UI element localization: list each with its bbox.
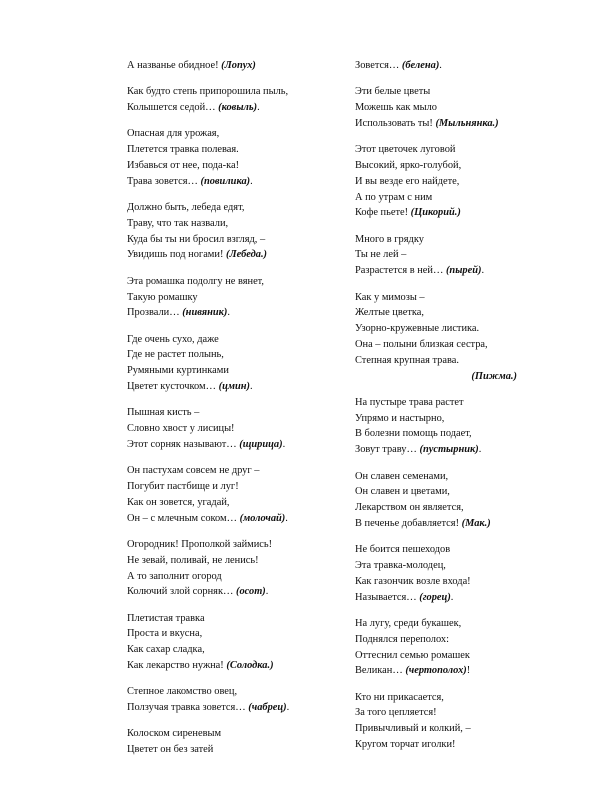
riddle-line	[127, 379, 337, 395]
riddle-line	[355, 395, 555, 411]
line-text: Поднялся переполох:	[355, 633, 450, 645]
riddle-line	[127, 216, 337, 232]
riddle-stanza	[355, 84, 555, 131]
riddle-line	[355, 369, 555, 385]
line-text: В болезни помощь подает,	[355, 428, 472, 440]
line-text: А названье обидное!	[127, 60, 222, 71]
riddle-line	[127, 642, 337, 658]
riddle-line	[355, 337, 555, 353]
line-text: Лекарством он является,	[355, 502, 464, 514]
riddle-line	[355, 263, 555, 279]
line-text: Он – с млечным соком…	[127, 512, 240, 524]
riddle-answer: (Лопух)	[221, 60, 256, 71]
riddle-line	[127, 290, 337, 306]
line-text: Как сахар сладка,	[127, 644, 205, 656]
riddle-line	[355, 484, 555, 500]
line-punctuation: .	[439, 60, 442, 71]
line-punctuation: .	[478, 444, 482, 456]
line-text: Кто ни прикасается,	[355, 691, 444, 703]
riddle-line	[127, 537, 337, 553]
riddle-line	[127, 200, 337, 216]
line-text: Где не растет полынь,	[127, 349, 224, 361]
line-text: Кругом торчат иголки!	[355, 738, 456, 750]
riddle-line	[355, 247, 555, 263]
line-punctuation: .	[250, 175, 253, 187]
riddle-stanza	[127, 200, 337, 263]
line-text: Трава зовется…	[127, 175, 201, 187]
riddle-line	[127, 511, 337, 527]
riddle-line	[355, 290, 555, 306]
line-text: Не боится пешеходов	[355, 544, 451, 556]
riddle-line	[127, 100, 337, 116]
line-text: Кофе пьете!	[355, 207, 411, 219]
line-text: Желтые цветка,	[355, 307, 424, 319]
riddle-line	[355, 616, 555, 632]
riddle-stanza	[127, 274, 337, 321]
riddle-line	[127, 405, 337, 421]
riddle-line	[127, 684, 337, 700]
riddle-line	[355, 353, 555, 369]
riddle-answer: (горец)	[419, 591, 451, 603]
line-text: На лугу, среди букашек,	[355, 617, 462, 629]
riddle-line	[355, 690, 555, 706]
line-text: Как у мимозы –	[355, 291, 425, 303]
line-text: Цветет он без затей	[127, 744, 214, 756]
riddle-stanza	[127, 58, 337, 74]
line-text: Степное лакомство овец,	[127, 686, 238, 698]
line-text: Использовать ты!	[355, 117, 436, 129]
line-text: Много в грядку	[355, 233, 424, 245]
riddle-line	[127, 247, 337, 263]
line-text: И вы везде его найдете,	[355, 175, 460, 187]
riddle-line	[127, 84, 337, 100]
line-punctuation: .	[282, 438, 286, 450]
line-text: Разрастется в ней…	[355, 265, 446, 277]
riddle-line	[355, 142, 555, 158]
riddle-answer: (пустырник)	[419, 444, 479, 456]
riddle-stanza	[355, 469, 555, 532]
riddle-line	[127, 742, 337, 758]
riddle-answer: (белена)	[401, 60, 440, 71]
line-text: Погубит пастбище и луг!	[127, 481, 239, 493]
riddle-line	[355, 205, 555, 221]
riddle-stanza	[127, 84, 337, 116]
riddle-stanza	[355, 142, 555, 221]
riddle-stanza	[127, 332, 337, 395]
riddle-stanza	[127, 684, 337, 716]
line-text: Ползучая травка зовется…	[127, 702, 249, 714]
riddle-answer: (щирица)	[239, 438, 283, 450]
riddle-line	[127, 174, 337, 190]
riddle-line	[127, 332, 337, 348]
riddle-answer: (Пижма.)	[471, 370, 517, 382]
line-text: Степная крупная трава.	[355, 354, 459, 366]
line-text: Огородник! Прополкой займись!	[127, 538, 273, 550]
line-text: Куда бы ты ни бросил взгляд, –	[127, 233, 266, 245]
riddle-line	[127, 658, 337, 674]
riddle-stanza	[355, 542, 555, 605]
riddle-answer: (Мыльнянка.)	[435, 117, 499, 129]
riddle-stanza	[127, 611, 337, 674]
riddle-line	[127, 463, 337, 479]
line-text: Можешь как мыло	[355, 102, 437, 114]
riddle-line	[127, 626, 337, 642]
riddle-stanza	[355, 58, 555, 74]
riddle-line	[355, 632, 555, 648]
line-text: Где очень сухо, даже	[127, 333, 219, 345]
right-column	[355, 58, 555, 763]
riddle-line	[127, 437, 337, 453]
line-text: Словно хвост у лисицы!	[127, 423, 235, 435]
riddle-line	[355, 590, 555, 606]
line-text: Плетется травка полевая.	[127, 144, 239, 156]
riddle-line	[355, 500, 555, 516]
line-punctuation: .	[227, 307, 230, 319]
line-text: Этот цветочек луговой	[355, 144, 456, 156]
riddle-line	[127, 479, 337, 495]
riddle-line	[355, 174, 555, 190]
line-text: Он славен семенами,	[355, 470, 449, 482]
line-punctuation: .	[286, 702, 290, 714]
riddle-stanza	[355, 616, 555, 679]
riddle-answer: (повилика)	[200, 175, 251, 187]
riddle-line	[127, 232, 337, 248]
riddle-answer: (пырей)	[445, 265, 482, 277]
riddle-stanza	[127, 726, 337, 758]
line-text: Она – полыни близкая сестра,	[355, 338, 488, 350]
riddle-stanza	[355, 690, 555, 753]
riddle-line	[127, 274, 337, 290]
line-punctuation: .	[481, 265, 485, 277]
line-text: Избавься от нее, пода-ка!	[127, 159, 240, 171]
line-text: Называется…	[355, 591, 420, 603]
riddle-answer: (цмин)	[218, 381, 250, 393]
riddle-line	[355, 516, 555, 532]
line-punctuation: !	[466, 665, 471, 677]
line-text: Эта ромашка подолгу не вянет,	[127, 275, 265, 287]
line-text: Пышная кисть –	[127, 407, 200, 419]
line-text: Колышется седой…	[127, 102, 219, 114]
riddle-line	[355, 663, 555, 679]
line-text: Привычливый и колкий, –	[355, 723, 471, 735]
riddle-line	[355, 442, 555, 458]
line-punctuation: .	[285, 512, 288, 524]
riddle-stanza	[127, 463, 337, 526]
riddle-line	[127, 126, 337, 142]
riddle-line	[127, 363, 337, 379]
riddle-answer: (чертополох)	[405, 665, 467, 677]
riddle-stanza	[127, 126, 337, 189]
riddle-answer: (молочай)	[239, 512, 286, 524]
left-column	[127, 58, 337, 768]
riddle-line	[127, 726, 337, 742]
line-text: Эта травка-молодец,	[355, 560, 446, 572]
line-text: Он пастухам совсем не друг –	[127, 465, 260, 477]
riddle-line	[127, 58, 337, 74]
riddle-line	[127, 305, 337, 321]
riddle-line	[355, 426, 555, 442]
riddle-line	[127, 569, 337, 585]
line-text: Цветет кусточком…	[127, 381, 219, 393]
riddle-answer: (Цикорий.)	[410, 207, 461, 219]
line-text: Плетистая травка	[127, 612, 205, 624]
line-text: Эти белые цветы	[355, 86, 431, 98]
riddle-answer: (Солодка.)	[226, 660, 274, 671]
line-punctuation: .	[450, 591, 454, 603]
riddle-line	[355, 321, 555, 337]
riddle-line	[355, 558, 555, 574]
line-punctuation: .	[257, 102, 260, 114]
riddle-line	[127, 158, 337, 174]
riddle-line	[355, 469, 555, 485]
line-text: Упрямо и настырно,	[355, 412, 445, 424]
riddle-line	[355, 737, 555, 753]
riddle-line	[127, 421, 337, 437]
riddle-answer: (Мак.)	[461, 517, 491, 529]
riddle-line	[355, 542, 555, 558]
line-text: Как газончик возле входа!	[355, 575, 471, 587]
riddle-line	[127, 347, 337, 363]
line-text: Как лекарство нужна!	[127, 660, 227, 671]
line-text: А по утрам с ним	[355, 191, 433, 203]
line-text: Колючий злой сорняк…	[127, 586, 236, 598]
line-text: Ты не лей –	[355, 249, 407, 261]
line-text: За того цепляется!	[355, 707, 437, 719]
riddle-answer: (нивяник)	[182, 307, 228, 319]
line-text: А то заполнит огород	[127, 570, 222, 582]
line-text: Великан…	[355, 665, 406, 677]
line-text: Должно быть, лебеда едят,	[127, 202, 245, 214]
line-text: Высокий, ярко-голубой,	[355, 159, 462, 171]
line-text: Этот сорняк называют…	[127, 438, 240, 450]
line-text: Увидишь под ногами!	[127, 249, 226, 261]
line-text: Траву, что так назвали,	[127, 217, 229, 229]
riddle-line	[127, 584, 337, 600]
riddle-line	[355, 721, 555, 737]
line-text: Узорно-кружевные листика.	[355, 323, 480, 335]
riddle-line	[355, 574, 555, 590]
riddle-stanza	[127, 537, 337, 600]
riddle-stanza	[355, 395, 555, 458]
riddle-line	[355, 190, 555, 206]
riddle-line	[127, 611, 337, 627]
line-text: Румяными куртинками	[127, 365, 229, 377]
line-text: Оттеснил семью ромашек	[355, 649, 470, 661]
riddle-answer: (ковыль)	[218, 102, 258, 114]
riddle-answer: (чабрец)	[248, 702, 287, 714]
riddle-line	[127, 495, 337, 511]
riddle-line	[355, 58, 555, 74]
riddle-line	[127, 700, 337, 716]
line-text: Прозвали…	[127, 307, 183, 319]
riddle-answer: (Лебеда.)	[226, 249, 268, 261]
riddle-line	[355, 116, 555, 132]
line-text: Проста и вкусна,	[127, 628, 203, 640]
line-text: На пустыре трава растет	[355, 396, 464, 408]
line-text: Зовется…	[355, 60, 402, 71]
riddle-line	[127, 553, 337, 569]
riddle-stanza	[127, 405, 337, 452]
riddle-line	[355, 411, 555, 427]
riddle-line	[127, 142, 337, 158]
riddle-stanza	[355, 290, 555, 385]
riddle-line	[355, 158, 555, 174]
line-text: Он славен и цветами,	[355, 486, 450, 498]
riddle-line	[355, 648, 555, 664]
line-punctuation: .	[265, 586, 269, 598]
line-text: Опасная для урожая,	[127, 128, 220, 140]
riddle-line	[355, 84, 555, 100]
line-text: Зовут траву…	[355, 444, 420, 456]
riddle-line	[355, 705, 555, 721]
riddle-line	[355, 100, 555, 116]
line-text: Такую ромашку	[127, 291, 198, 303]
riddle-line	[355, 305, 555, 321]
line-punctuation: .	[249, 381, 253, 393]
line-text: В печенье добавляется!	[355, 517, 462, 529]
riddle-answer: (осот)	[236, 586, 266, 598]
riddle-line	[355, 232, 555, 248]
line-text: Не зевай, поливай, не ленись!	[127, 554, 259, 566]
line-text: Как будто степь припорошила пыль,	[127, 86, 289, 98]
riddle-stanza	[355, 232, 555, 279]
line-text: Колоском сиреневым	[127, 728, 222, 740]
line-text: Как он зовется, угадай,	[127, 496, 230, 508]
